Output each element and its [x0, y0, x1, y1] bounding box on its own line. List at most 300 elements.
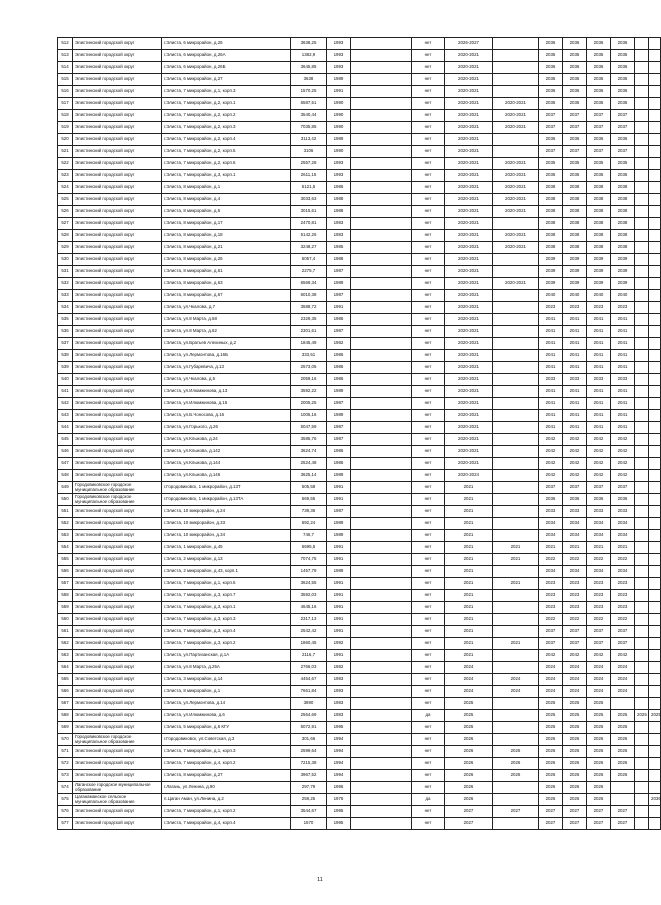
- cell-year-d: 2026: [611, 758, 635, 770]
- cell-period-b: [493, 734, 539, 746]
- cell-period-a: 2027: [445, 818, 493, 830]
- cell-year-a: 2038: [539, 230, 563, 242]
- cell-year-c: 2026: [587, 782, 611, 794]
- cell-year: 1987: [327, 506, 351, 518]
- cell-year-a: 2025: [539, 698, 563, 710]
- cell-year-d: 2021: [611, 542, 635, 554]
- cell-year: 1989: [327, 566, 351, 578]
- cell-year-c: 2042: [587, 434, 611, 446]
- cell-year-a: 2024: [539, 662, 563, 674]
- cell-year: 1986: [327, 458, 351, 470]
- cell-year: 1995: [327, 818, 351, 830]
- cell-period-a: 2020-2021: [445, 158, 493, 170]
- cell-year-d: 2033: [611, 506, 635, 518]
- cell-area: 2275,7: [291, 266, 327, 278]
- cell-flag: нет: [412, 458, 445, 470]
- cell-year-a: 2023: [539, 590, 563, 602]
- cell-year-b: 2042: [563, 650, 587, 662]
- table-row: [58, 686, 661, 698]
- cell-year-d: 2037: [611, 146, 635, 158]
- cell-blank-col: [351, 482, 412, 494]
- cell-year-d: 2042: [611, 434, 635, 446]
- cell-year-d: 2035: [611, 50, 635, 62]
- cell-year-f: [649, 614, 661, 626]
- table-row: [58, 254, 661, 266]
- cell-year-f: [649, 146, 661, 158]
- cell-year-c: 2021: [587, 542, 611, 554]
- cell-year-f: [649, 242, 661, 254]
- cell-period-b: [493, 566, 539, 578]
- cell-address: г.Элиста, ул.8 Марта, д.58: [162, 314, 291, 326]
- cell-year-c: 2040: [587, 290, 611, 302]
- cell-address: г.Городовиковск, 1 микрорайон, д.13ТА: [162, 494, 291, 506]
- cell-address: г.Элиста, 7 микрорайон, д.4, корп.2: [162, 758, 291, 770]
- cell-year-a: 2026: [539, 770, 563, 782]
- cell-row-number: 576: [58, 806, 73, 818]
- cell-area: 1570: [291, 818, 327, 830]
- cell-address: г.Элиста, ул.Губаревича, д.13: [162, 362, 291, 374]
- cell-year-f: [649, 122, 661, 134]
- cell-municipality: Элистинский городской округ: [73, 638, 162, 650]
- cell-year-f: [649, 734, 661, 746]
- cell-year: 1990: [327, 98, 351, 110]
- cell-flag: нет: [412, 98, 445, 110]
- cell-area: 3033,63: [291, 194, 327, 206]
- cell-year-d: 2041: [611, 398, 635, 410]
- cell-blank-col: [351, 134, 412, 146]
- cell-period-b: [493, 62, 539, 74]
- cell-blank-col: [351, 314, 412, 326]
- cell-row-number: 536: [58, 326, 73, 338]
- cell-year: 1993: [327, 38, 351, 50]
- cell-year-c: 2026: [587, 746, 611, 758]
- cell-municipality: Элистинский городской округ: [73, 290, 162, 302]
- cell-period-b: [493, 326, 539, 338]
- cell-address: г.Элиста, 8 микрорайон, д.26: [162, 254, 291, 266]
- cell-year: 1992: [327, 638, 351, 650]
- cell-year: 1983: [327, 674, 351, 686]
- cell-area: 3540,44: [291, 110, 327, 122]
- cell-year-d: 2036: [611, 74, 635, 86]
- cell-year-e: [635, 206, 649, 218]
- cell-flag: нет: [412, 230, 445, 242]
- cell-blank-col: [351, 278, 412, 290]
- cell-area: 3624,55: [291, 578, 327, 590]
- cell-period-a: 2020-2021: [445, 74, 493, 86]
- cell-year-d: 2042: [611, 458, 635, 470]
- cell-year-f: [649, 818, 661, 830]
- cell-address: г.Элиста, 8 микрорайон, д.5: [162, 206, 291, 218]
- cell-municipality: Городовиковское городское муниципальное образование: [73, 734, 162, 746]
- cell-year-e: [635, 62, 649, 74]
- cell-year-a: 2021: [539, 542, 563, 554]
- cell-area: 2542,42: [291, 626, 327, 638]
- cell-address: г.Элиста, 8 микрорайон, д.18: [162, 230, 291, 242]
- cell-year-c: 2023: [587, 602, 611, 614]
- cell-blank-col: [351, 542, 412, 554]
- cell-year-d: 2036: [611, 62, 635, 74]
- cell-municipality: Элистинский городской округ: [73, 422, 162, 434]
- cell-blank-col: [351, 422, 412, 434]
- cell-year-a: 2038: [539, 194, 563, 206]
- cell-address: г.Городовиковск, ул.Советская, д.3: [162, 734, 291, 746]
- cell-municipality: Элистинский городской округ: [73, 674, 162, 686]
- cell-blank-col: [351, 782, 412, 794]
- cell-flag: нет: [412, 698, 445, 710]
- cell-year-c: 2027: [587, 806, 611, 818]
- cell-year-c: 2023: [587, 578, 611, 590]
- cell-blank-col: [351, 554, 412, 566]
- cell-year: 1993: [327, 686, 351, 698]
- cell-year: 1991: [327, 302, 351, 314]
- cell-blank-col: [351, 398, 412, 410]
- cell-year-d: 2039: [611, 278, 635, 290]
- cell-row-number: 567: [58, 698, 73, 710]
- cell-period-a: 2020-2021: [445, 86, 493, 98]
- cell-year-a: 2041: [539, 314, 563, 326]
- cell-year-a: 2041: [539, 362, 563, 374]
- cell-period-a: 2027: [445, 806, 493, 818]
- cell-year: 1987: [327, 290, 351, 302]
- cell-flag: нет: [412, 626, 445, 638]
- cell-year-a: 2042: [539, 650, 563, 662]
- cell-blank-col: [351, 254, 412, 266]
- cell-flag: нет: [412, 518, 445, 530]
- table-row: [58, 422, 661, 434]
- cell-year-f: [649, 62, 661, 74]
- cell-row-number: 577: [58, 818, 73, 830]
- cell-year-f: [649, 698, 661, 710]
- cell-period-b: [493, 266, 539, 278]
- cell-row-number: 533: [58, 290, 73, 302]
- cell-year-f: [649, 362, 661, 374]
- cell-year-d: 2033: [611, 374, 635, 386]
- cell-year-b: 2039: [563, 266, 587, 278]
- cell-row-number: 541: [58, 386, 73, 398]
- cell-address: г.Элиста, 7 микрорайон, д.3, корп.1: [162, 602, 291, 614]
- cell-period-b: [493, 74, 539, 86]
- cell-year-e: [635, 602, 649, 614]
- cell-period-a: 2020-2021: [445, 338, 493, 350]
- cell-year-c: 2034: [587, 530, 611, 542]
- table-row: [58, 362, 661, 374]
- cell-blank-col: [351, 146, 412, 158]
- cell-year-a: 2040: [539, 290, 563, 302]
- cell-year-d: 2024: [611, 662, 635, 674]
- cell-year-a: 2027: [539, 818, 563, 830]
- cell-flag: нет: [412, 266, 445, 278]
- cell-year: 1991: [327, 578, 351, 590]
- table-row: [58, 506, 661, 518]
- cell-year-c: 2039: [587, 278, 611, 290]
- cell-year: 1989: [327, 278, 351, 290]
- cell-row-number: 532: [58, 278, 73, 290]
- cell-year-a: 2039: [539, 254, 563, 266]
- cell-year-d: 2036: [611, 134, 635, 146]
- cell-year-f: [649, 38, 661, 50]
- cell-year-d: 2037: [611, 638, 635, 650]
- cell-year-f: [649, 266, 661, 278]
- cell-year-d: 2038: [611, 230, 635, 242]
- cell-flag: нет: [412, 674, 445, 686]
- table-row: [58, 86, 661, 98]
- cell-area: 2599,64: [291, 746, 327, 758]
- cell-row-number: 575: [58, 794, 73, 806]
- table-row: [58, 482, 661, 494]
- cell-period-a: 2024: [445, 662, 493, 674]
- cell-year: 1990: [327, 146, 351, 158]
- cell-year-a: 2042: [539, 446, 563, 458]
- cell-period-a: 2020-2021: [445, 362, 493, 374]
- cell-period-a: 2021: [445, 638, 493, 650]
- table-row: [58, 722, 661, 734]
- cell-blank-col: [351, 590, 412, 602]
- cell-year-f: [649, 398, 661, 410]
- cell-year: 1983: [327, 230, 351, 242]
- cell-flag: нет: [412, 542, 445, 554]
- table-row: [58, 110, 661, 122]
- cell-year: 1991: [327, 494, 351, 506]
- cell-year-b: 2037: [563, 626, 587, 638]
- cell-year: 1987: [327, 398, 351, 410]
- cell-year: 1995: [327, 806, 351, 818]
- cell-year-b: 2042: [563, 458, 587, 470]
- cell-year-b: 2041: [563, 314, 587, 326]
- cell-period-b: 2021: [493, 578, 539, 590]
- cell-row-number: 561: [58, 626, 73, 638]
- cell-year-f: [649, 386, 661, 398]
- cell-year-e: [635, 86, 649, 98]
- cell-area: 2557,28: [291, 158, 327, 170]
- cell-row-number: 517: [58, 98, 73, 110]
- cell-municipality: Элистинский городской округ: [73, 530, 162, 542]
- cell-row-number: 571: [58, 746, 73, 758]
- cell-address: г.Элиста, 2 микрорайон, д.43, корп.1: [162, 566, 291, 578]
- cell-year-d: 2037: [611, 626, 635, 638]
- cell-year: 1991: [327, 554, 351, 566]
- cell-area: 2005,25: [291, 398, 327, 410]
- cell-year-a: 2026: [539, 734, 563, 746]
- cell-area: 7074,75: [291, 554, 327, 566]
- cell-year-c: 2036: [587, 98, 611, 110]
- table-row: [58, 38, 661, 50]
- cell-year-b: 2026: [563, 794, 587, 806]
- cell-year-f: [649, 578, 661, 590]
- cell-year-d: 2042: [611, 446, 635, 458]
- cell-year-e: [635, 782, 649, 794]
- cell-year-e: [635, 338, 649, 350]
- cell-year-f: [649, 74, 661, 86]
- cell-period-a: 2020-2021: [445, 194, 493, 206]
- cell-area: 5072,91: [291, 722, 327, 734]
- cell-year: 1982: [327, 662, 351, 674]
- cell-period-b: 2026: [493, 770, 539, 782]
- cell-year: 1986: [327, 446, 351, 458]
- cell-year-d: 2023: [611, 602, 635, 614]
- table-row: [58, 290, 661, 302]
- cell-year-a: 2042: [539, 458, 563, 470]
- cell-blank-col: [351, 674, 412, 686]
- cell-blank-col: [351, 38, 412, 50]
- table-body: [58, 38, 661, 830]
- cell-area: 333,51: [291, 350, 327, 362]
- cell-year-c: 2025: [587, 698, 611, 710]
- cell-period-a: 2020-2021: [445, 398, 493, 410]
- cell-year-a: 2036: [539, 86, 563, 98]
- cell-municipality: Элистинский городской округ: [73, 86, 162, 98]
- cell-flag: нет: [412, 206, 445, 218]
- cell-year-c: 2034: [587, 566, 611, 578]
- table-row: [58, 710, 661, 722]
- cell-flag: нет: [412, 386, 445, 398]
- cell-year-e: [635, 746, 649, 758]
- cell-flag: нет: [412, 446, 445, 458]
- cell-area: 2317,13: [291, 614, 327, 626]
- cell-area: 1845,49: [291, 338, 327, 350]
- cell-year-e: [635, 98, 649, 110]
- cell-municipality: Элистинский городской округ: [73, 170, 162, 182]
- cell-area: 3592,22: [291, 386, 327, 398]
- cell-blank-col: [351, 614, 412, 626]
- cell-period-b: 2020-2021: [493, 230, 539, 242]
- cell-year-e: [635, 350, 649, 362]
- cell-row-number: 551: [58, 506, 73, 518]
- cell-year: 1991: [327, 482, 351, 494]
- cell-municipality: Элистинский городской округ: [73, 278, 162, 290]
- cell-blank-col: [351, 122, 412, 134]
- cell-blank-col: [351, 338, 412, 350]
- cell-blank-col: [351, 182, 412, 194]
- cell-area: 2116,7: [291, 650, 327, 662]
- cell-year-a: 2041: [539, 422, 563, 434]
- cell-year-b: 2038: [563, 182, 587, 194]
- cell-area: 3967,52: [291, 770, 327, 782]
- cell-period-b: 2020-2021: [493, 278, 539, 290]
- cell-year: 1990: [327, 122, 351, 134]
- cell-blank-col: [351, 386, 412, 398]
- cell-area: 6569,34: [291, 278, 327, 290]
- cell-year-f: [649, 98, 661, 110]
- cell-area: 3113,42: [291, 134, 327, 146]
- cell-year-c: 2037: [587, 638, 611, 650]
- cell-period-a: 2021: [445, 542, 493, 554]
- cell-year-c: 2041: [587, 386, 611, 398]
- cell-blank-col: [351, 806, 412, 818]
- cell-year-d: 2041: [611, 362, 635, 374]
- cell-year-d: 2041: [611, 422, 635, 434]
- cell-period-a: 2026: [445, 758, 493, 770]
- cell-year-f: [649, 782, 661, 794]
- cell-year-c: 2041: [587, 410, 611, 422]
- cell-period-a: 2021: [445, 650, 493, 662]
- cell-year-c: 2039: [587, 266, 611, 278]
- table-row: [58, 242, 661, 254]
- cell-year-e: [635, 326, 649, 338]
- cell-area: 1382,9: [291, 50, 327, 62]
- cell-flag: нет: [412, 434, 445, 446]
- cell-period-b: [493, 338, 539, 350]
- cell-year-a: 2037: [539, 626, 563, 638]
- cell-municipality: Элистинский городской округ: [73, 302, 162, 314]
- cell-municipality: Элистинский городской округ: [73, 746, 162, 758]
- cell-year: 1989: [327, 386, 351, 398]
- cell-period-b: [493, 458, 539, 470]
- cell-year-f: [649, 458, 661, 470]
- cell-year-c: 2024: [587, 674, 611, 686]
- cell-year-d: 2034: [611, 566, 635, 578]
- cell-period-a: 2020-2021: [445, 134, 493, 146]
- cell-year-b: 2025: [563, 722, 587, 734]
- cell-row-number: 535: [58, 314, 73, 326]
- cell-row-number: 572: [58, 758, 73, 770]
- cell-year: 1989: [327, 530, 351, 542]
- cell-year-a: 2034: [539, 566, 563, 578]
- cell-year-c: 2037: [587, 122, 611, 134]
- cell-year: 1983: [327, 698, 351, 710]
- cell-year-a: 2037: [539, 638, 563, 650]
- cell-blank-col: [351, 494, 412, 506]
- cell-year: 1994: [327, 770, 351, 782]
- cell-year-c: 2036: [587, 74, 611, 86]
- cell-year-c: 2037: [587, 110, 611, 122]
- cell-blank-col: [351, 530, 412, 542]
- cell-year-b: 2023: [563, 602, 587, 614]
- cell-year-c: 2037: [587, 482, 611, 494]
- cell-year-d: 2041: [611, 410, 635, 422]
- cell-year-c: 2038: [587, 242, 611, 254]
- cell-area: 3890: [291, 698, 327, 710]
- cell-period-b: [493, 590, 539, 602]
- cell-municipality: Элистинский городской округ: [73, 158, 162, 170]
- cell-row-number: 537: [58, 338, 73, 350]
- table-row: [58, 638, 661, 650]
- cell-period-a: 2020-2021: [445, 254, 493, 266]
- cell-municipality: Элистинский городской округ: [73, 662, 162, 674]
- cell-period-b: [493, 422, 539, 434]
- cell-year-f: [649, 422, 661, 434]
- cell-period-a: 2021: [445, 602, 493, 614]
- cell-area: 505,58: [291, 482, 327, 494]
- cell-year-d: 2026: [611, 770, 635, 782]
- cell-year-f: [649, 638, 661, 650]
- cell-year-e: [635, 554, 649, 566]
- cell-year-c: 2022: [587, 614, 611, 626]
- cell-blank-col: [351, 74, 412, 86]
- cell-area: 2470,81: [291, 218, 327, 230]
- cell-year-e: [635, 314, 649, 326]
- cell-year: 1994: [327, 734, 351, 746]
- cell-year-c: 2041: [587, 338, 611, 350]
- cell-year-b: 2034: [563, 530, 587, 542]
- cell-area: 6587,51: [291, 98, 327, 110]
- cell-year-e: [635, 662, 649, 674]
- cell-period-b: [493, 302, 539, 314]
- cell-year-c: 2037: [587, 626, 611, 638]
- table-row: [58, 194, 661, 206]
- table-row: [58, 62, 661, 74]
- cell-year-d: 2041: [611, 326, 635, 338]
- cell-year-c: 2033: [587, 506, 611, 518]
- cell-flag: нет: [412, 638, 445, 650]
- cell-year-e: [635, 638, 649, 650]
- cell-year-b: 2036: [563, 86, 587, 98]
- table-row: [58, 698, 661, 710]
- cell-period-a: 2021: [445, 530, 493, 542]
- cell-address: г.Элиста, 7 микрорайон, д.1, корп.3: [162, 746, 291, 758]
- cell-year-e: [635, 122, 649, 134]
- cell-area: 3645,85: [291, 62, 327, 74]
- cell-area: 259,25: [291, 794, 327, 806]
